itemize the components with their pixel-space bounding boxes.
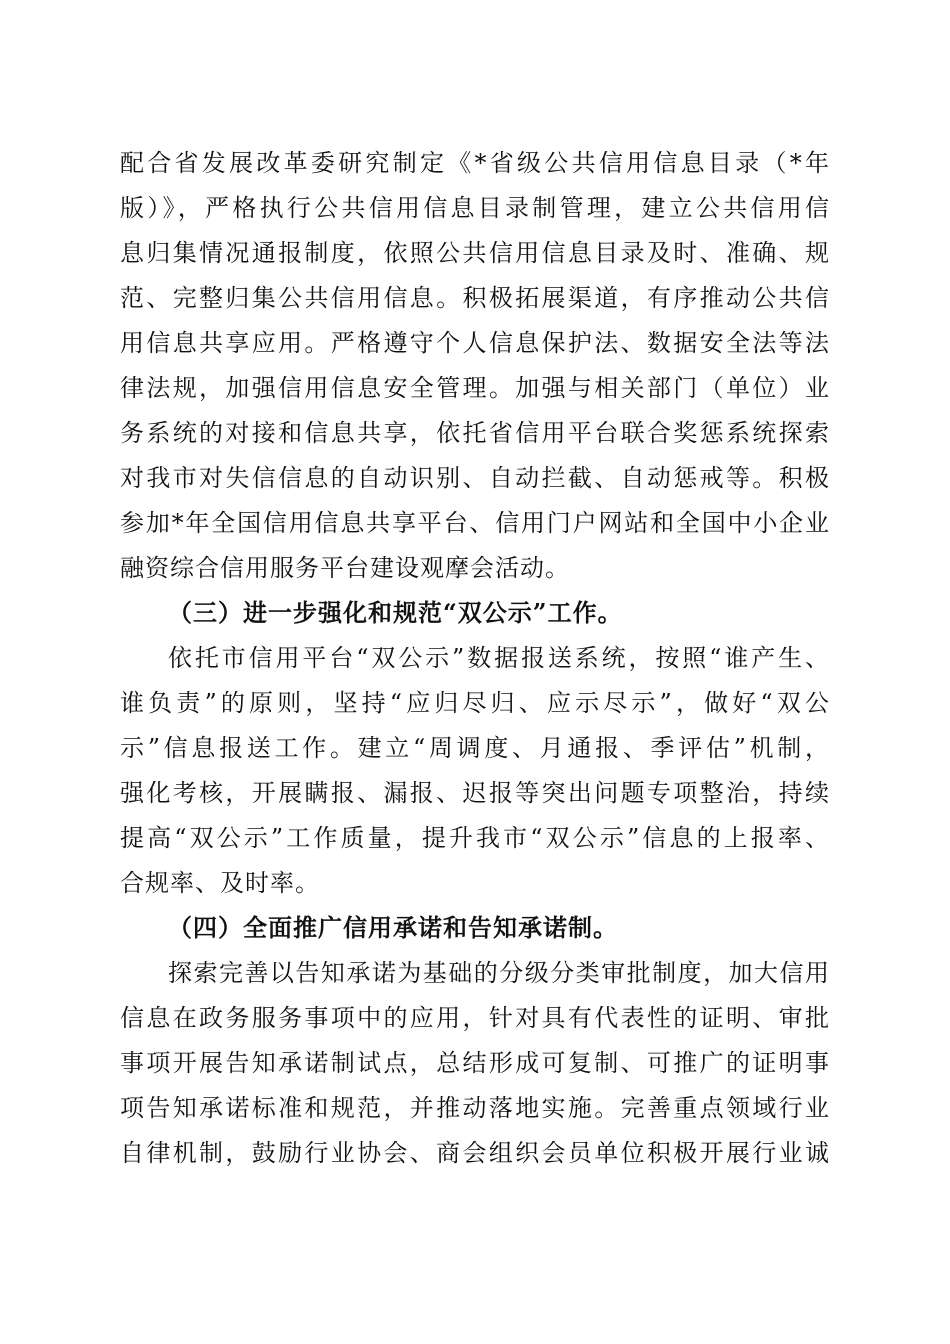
paragraph-line: 息归集情况通报制度，依照公共信用信息目录及时、准确、规 bbox=[120, 239, 830, 267]
paragraph-line: 项告知承诺标准和规范，并推动落地实施。完善重点领域行业 bbox=[120, 1094, 830, 1122]
paragraph-line: 依托市信用平台“双公示”数据报送系统，按照“谁产生、 bbox=[168, 644, 830, 672]
paragraph-line: 对我市对失信信息的自动识别、自动拦截、自动惩戒等。积极 bbox=[120, 464, 830, 492]
paragraph-line: 提高“双公示”工作质量，提升我市“双公示”信息的上报率、 bbox=[120, 824, 830, 852]
section-heading-3: （三）进一步强化和规范“双公示”工作。 bbox=[168, 598, 623, 627]
paragraph-line: 配合省发展改革委研究制定《*省级公共信用信息目录（*年 bbox=[120, 149, 830, 177]
paragraph-line: 融资综合信用服务平台建设观摩会活动。 bbox=[120, 554, 570, 582]
paragraph-line: 版）》，严格执行公共信用信息目录制管理，建立公共信用信 bbox=[120, 194, 830, 222]
paragraph-line: 强化考核，开展瞒报、漏报、迟报等突出问题专项整治，持续 bbox=[120, 779, 830, 807]
paragraph-line: 探索完善以告知承诺为基础的分级分类审批制度，加大信用 bbox=[168, 959, 830, 987]
paragraph-line: 谁负责”的原则，坚持“应归尽归、应示尽示”，做好“双公 bbox=[120, 689, 830, 717]
paragraph-line: 合规率、及时率。 bbox=[120, 869, 320, 897]
paragraph-line: 务系统的对接和信息共享，依托省信用平台联合奖惩系统探索 bbox=[120, 419, 830, 447]
paragraph-line: 示”信息报送工作。建立“周调度、月通报、季评估”机制， bbox=[120, 734, 830, 762]
paragraph-line: 事项开展告知承诺制试点，总结形成可复制、可推广的证明事 bbox=[120, 1049, 830, 1077]
paragraph-line: 信息在政务服务事项中的应用，针对具有代表性的证明、审批 bbox=[120, 1004, 830, 1032]
paragraph-line: 范、完整归集公共信用信息。积极拓展渠道，有序推动公共信 bbox=[120, 284, 830, 312]
paragraph-line: 自律机制，鼓励行业协会、商会组织会员单位积极开展行业诚 bbox=[120, 1139, 830, 1167]
paragraph-line: 律法规，加强信用信息安全管理。加强与相关部门（单位）业 bbox=[120, 374, 830, 402]
section-heading-4: （四）全面推广信用承诺和告知承诺制。 bbox=[168, 913, 618, 942]
paragraph-line: 参加*年全国信用信息共享平台、信用门户网站和全国中小企业 bbox=[120, 509, 830, 537]
paragraph-line: 用信息共享应用。严格遵守个人信息保护法、数据安全法等法 bbox=[120, 329, 830, 357]
